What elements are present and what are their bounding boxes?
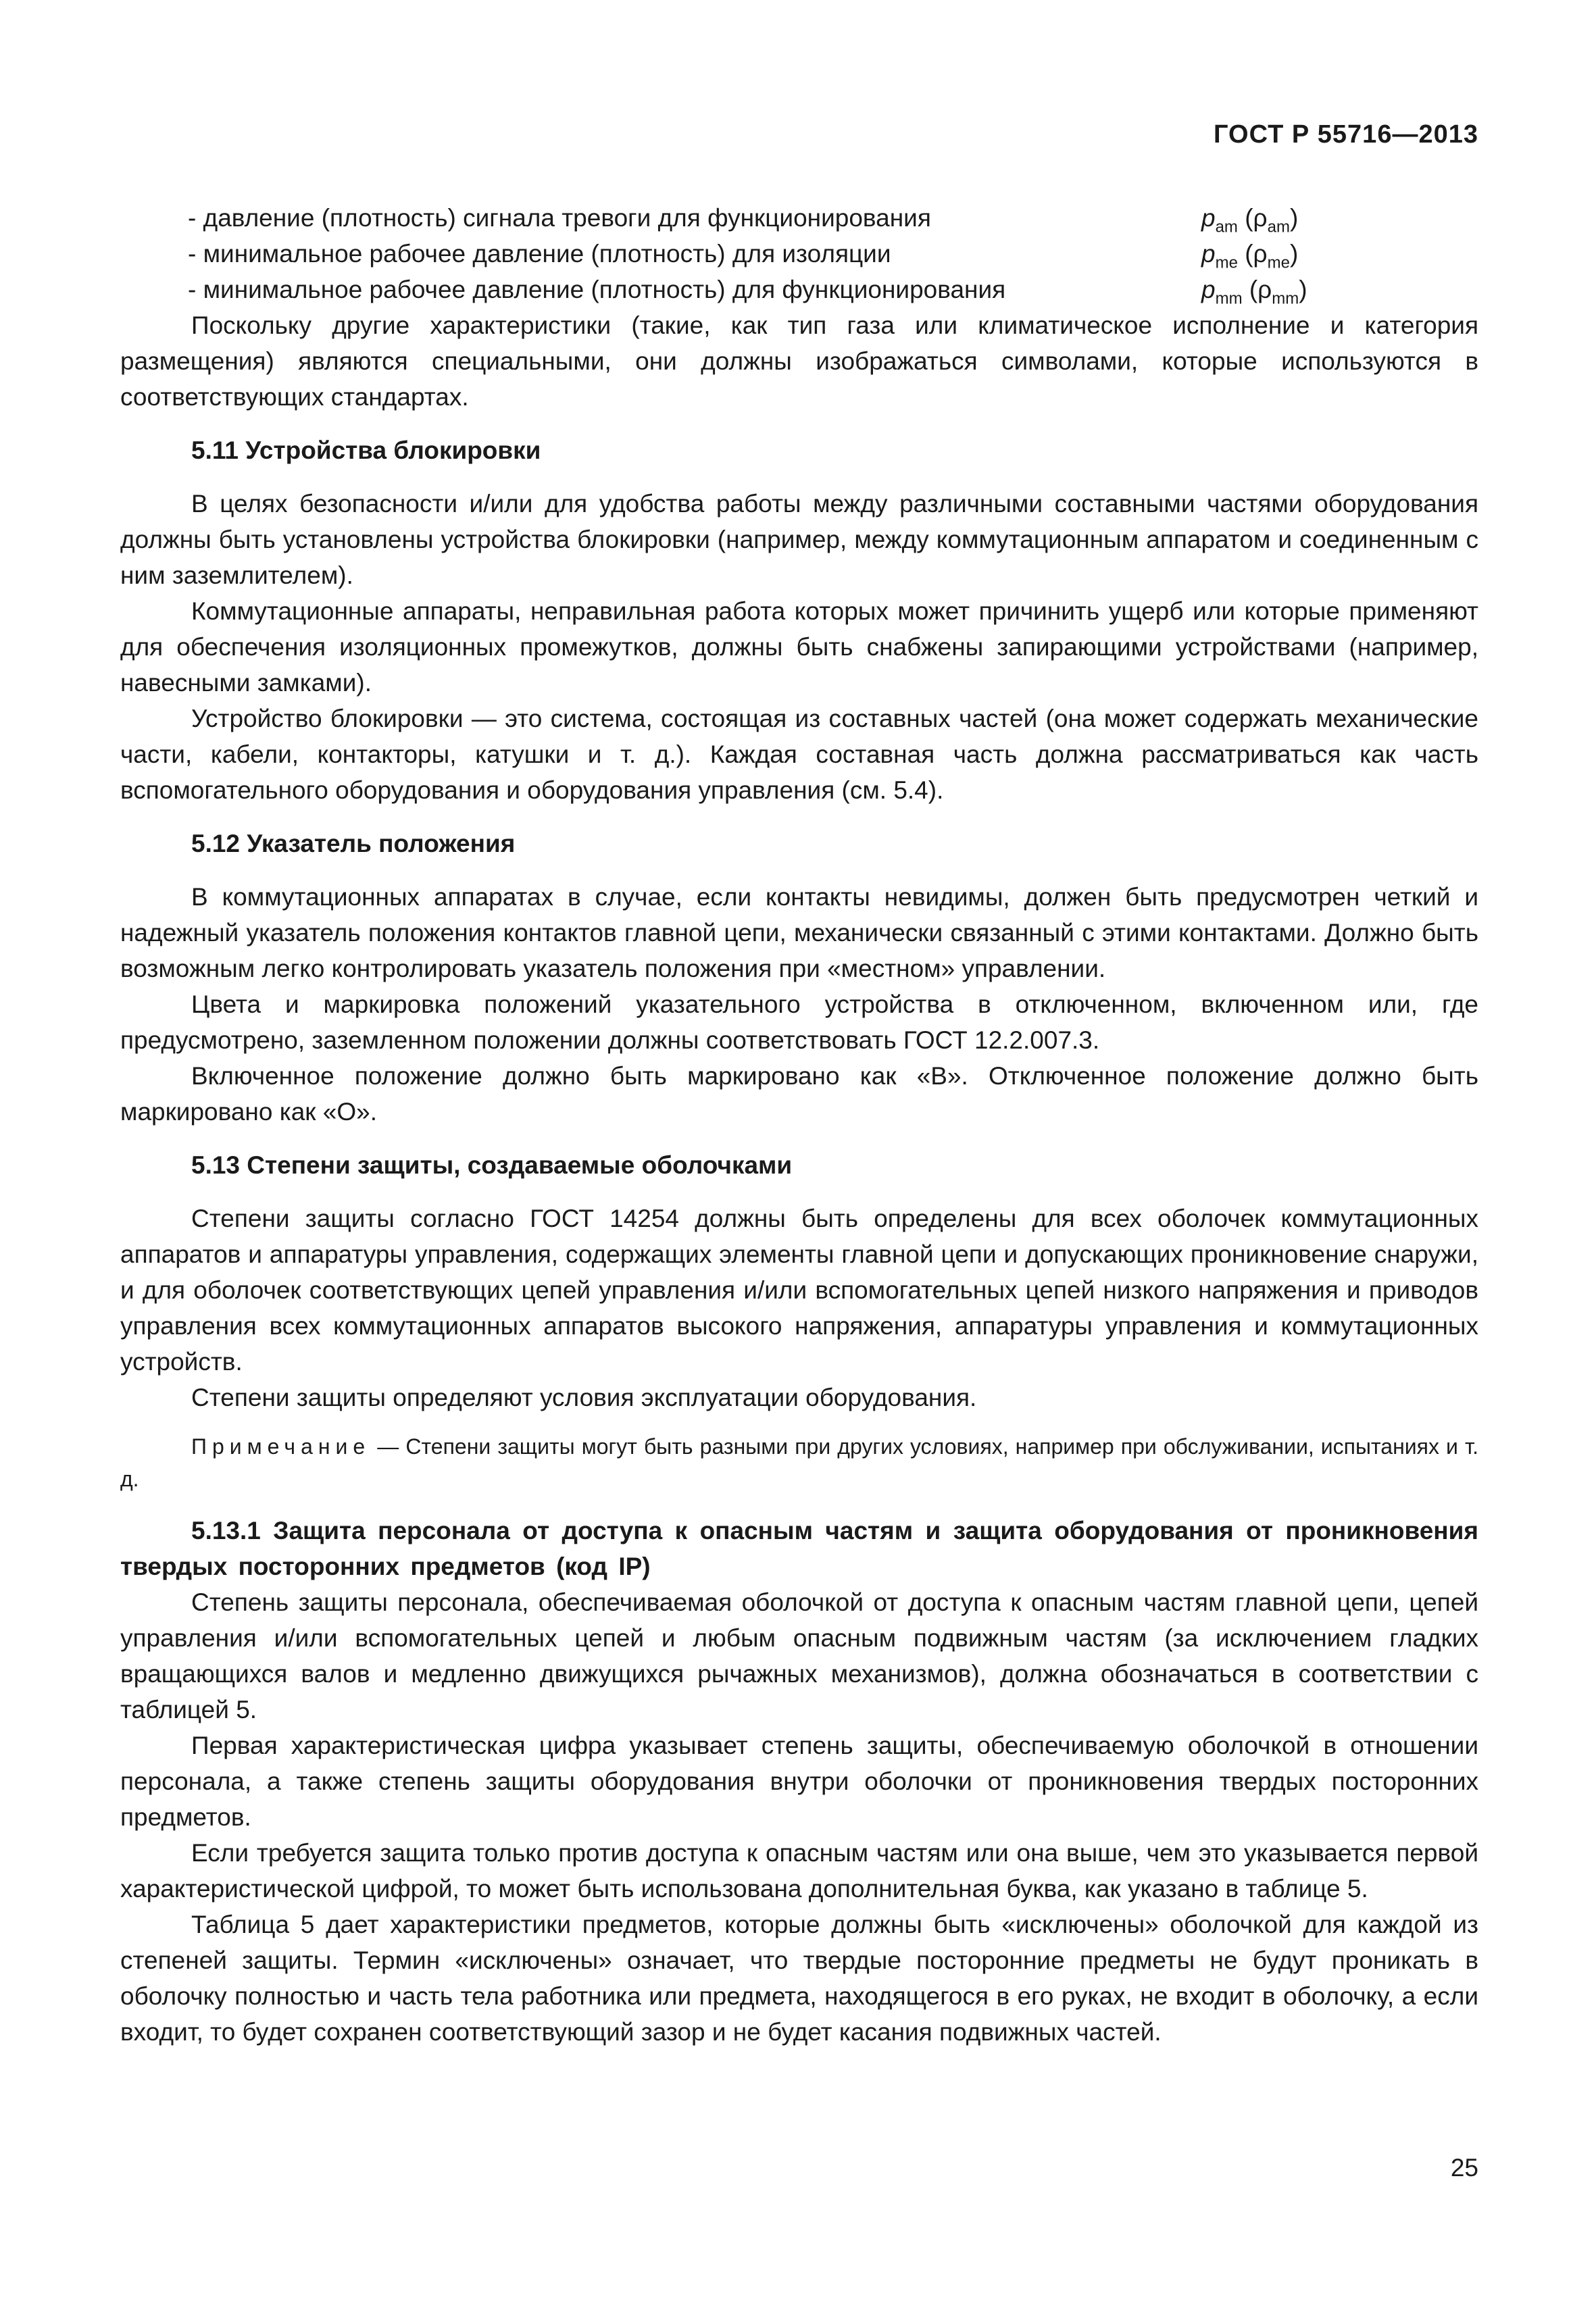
symbol-description: - минимальное рабочее давление (плотность) для функционирования — [188, 276, 1006, 303]
paragraph: Включенное положение должно быть маркировано как «В». Отключенное положение должно быть маркировано как «О». — [120, 1062, 1478, 1126]
paragraph: Степени защиты согласно ГОСТ 14254 должны быть определены для всех оболочек коммутационных аппаратов и аппаратуры управления, содержащих элементы главной цепи и допускающих проникновение снаружи, и для оболочек соответствующих цепей управления и/или вспомогательных цепей низкого напряжения и приводов управления всех коммутационных аппаратов высокого напряжения, аппаратуры управления и коммутационных устройств. — [120, 1205, 1478, 1376]
page-header-standard: ГОСТ Р 55716—2013 — [1214, 120, 1478, 149]
symbol-description: - минимальное рабочее давление (плотность) для изоляции — [188, 240, 891, 268]
section-title-5-13: 5.13 Степени защиты, создаваемые оболочками — [191, 1151, 793, 1179]
symbol-p: p — [1201, 240, 1216, 268]
paragraph: Первая характеристическая цифра указывает степень защиты, обеспечиваемую оболочкой в отношении персонала, а также степень защиты оборудования внутри оболочки от проникновения твердых посторонних предметов. — [120, 1732, 1478, 1831]
symbol-row — [120, 272, 1478, 307]
paragraph: Степень защиты персонала, обеспечиваемая оболочкой от доступа к опасным частям главной цепи, цепей управления и/или вспомогательных цепей и любым опасным подвижным частям (за исключением гладких вращающихся валов и медленно движущихся рычажных механизмов), должна обозначаться в соответствии с таблицей 5. — [120, 1588, 1478, 1724]
symbol-description: - давление (плотность) сигнала тревоги для функционирования — [188, 204, 931, 232]
paragraph: Степени защиты определяют условия эксплуатации оборудования. — [191, 1384, 977, 1411]
symbol-rho: ρ — [1253, 204, 1268, 232]
symbol-row — [120, 236, 1478, 272]
section-title-5-13-1: 5.13.1 Защита персонала от доступа к опасным частям и защита оборудования от проникновения твердых посторонних предметов (код IP) — [120, 1517, 1478, 1580]
paragraph: Если требуется защита только против доступа к опасным частям или она выше, чем это указывается первой характеристической цифрой, то может быть использована дополнительная буква, как указано в таблице 5. — [120, 1839, 1478, 1903]
paragraph: В коммутационных аппаратах в случае, если контакты невидимы, должен быть предусмотрен четкий и надежный указатель положения контактов главной цепи, механически связанный с этими контактами. Должно быть возможным легко контролировать указатель положения при «местном» управлении. — [120, 883, 1478, 982]
symbol-rho-sub: me — [1267, 253, 1290, 272]
symbol-notation: $p_{am}$ $(\rho_{am})$ — [1201, 204, 1299, 236]
symbol-rho-sub: mm — [1272, 289, 1299, 308]
section-title-5-12: 5.12 Указатель положения — [191, 830, 516, 857]
page-number: 25 — [1450, 2154, 1478, 2182]
symbol-p-sub: mm — [1215, 289, 1243, 308]
note-label: Примечание — [191, 1434, 371, 1459]
paragraph: Устройство блокировки — это система, состоящая из составных частей (она может содержать механические части, кабели, контакторы, катушки и т. д.). Каждая составная часть должна рассматриваться как часть вспомогательного оборудования и оборудования управления (см. 5.4). — [120, 705, 1478, 804]
symbol-p-sub: me — [1215, 253, 1238, 272]
symbol-rho-sub: am — [1267, 218, 1290, 236]
paragraph: Цвета и маркировка положений указательного устройства в отключенном, включенном или, где предусмотрено, заземленном положении должны соответствовать ГОСТ 12.2.007.3. — [120, 990, 1478, 1054]
symbol-p: p — [1201, 204, 1216, 232]
symbol-notation: $p_{mm}$ $(\rho_{mm})$ — [1201, 276, 1307, 308]
note — [120, 1430, 1478, 1495]
symbol-p: p — [1201, 276, 1216, 303]
intro-paragraph: Поскольку другие характеристики (такие, как тип газа или климатическое исполнение и категория размещения) являются специальными, они должны изображаться символами, которые используются в соответствующих стандартах. — [120, 311, 1478, 411]
paragraph: Таблица 5 дает характеристики предметов, которые должны быть «исключены» оболочкой для каждой из степеней защиты. Термин «исключены» означает, что твердые посторонние предметы не будут проникать в оболочку полностью и часть тела работника или предмета, находящегося в его руках, не входит в оболочку, а если входит, то будет сохранен соответствующий зазор и не будет касания подвижных частей. — [120, 1911, 1478, 2046]
symbol-rho: ρ — [1257, 276, 1272, 303]
symbol-list — [120, 200, 1478, 307]
paragraph: Коммутационные аппараты, неправильная работа которых может причинить ущерб или которые применяют для обеспечения изоляционных промежутков, должны быть снабжены запирающими устройствами (например, навесными замками). — [120, 597, 1478, 697]
symbol-rho: ρ — [1253, 240, 1268, 268]
symbol-p-sub: am — [1215, 218, 1238, 236]
paragraph: В целях безопасности и/или для удобства работы между различными составными частями оборудования должны быть установлены устройства блокировки (например, между коммутационным аппаратом и соединенным с ним заземлителем). — [120, 490, 1478, 589]
section-title-5-11: 5.11 Устройства блокировки — [191, 436, 541, 464]
note-text: — Степени защиты могут быть разными при других условиях, например при обслуживании, испытаниях и т. д. — [120, 1434, 1478, 1491]
symbol-row — [120, 200, 1478, 236]
document-body — [120, 200, 1478, 2050]
symbol-notation: $p_{me}$ $(\rho_{me})$ — [1201, 240, 1299, 272]
